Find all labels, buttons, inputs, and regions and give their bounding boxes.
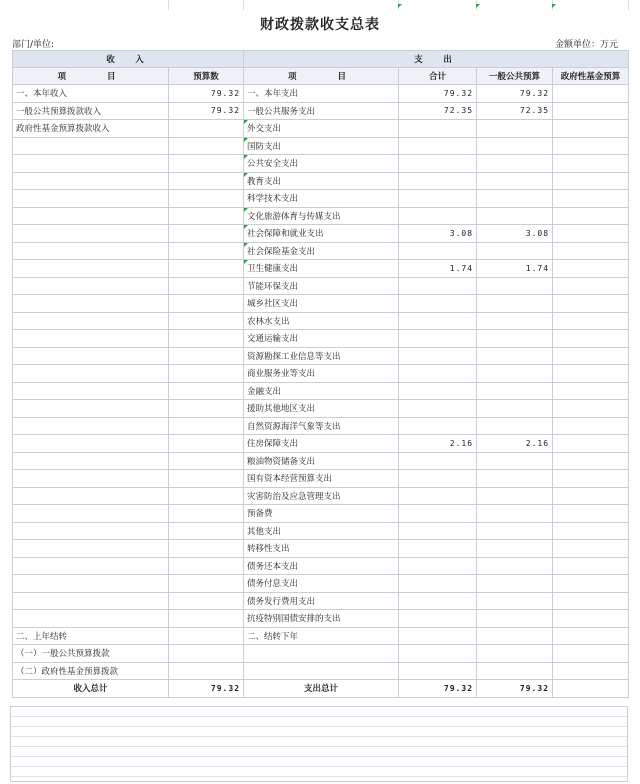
expense-fund-cell: [553, 277, 629, 295]
income-item-cell: [13, 505, 169, 523]
expense-fund-cell: [553, 522, 629, 540]
expense-general-cell: [477, 120, 553, 138]
expense-item-cell: 转移性支出: [244, 540, 399, 558]
income-item-cell: （一）一般公共预算拨款: [13, 645, 169, 663]
expense-general-cell: [477, 627, 553, 645]
table-row: [13, 277, 629, 295]
income-item-cell: [13, 417, 169, 435]
income-item-cell: [13, 242, 169, 260]
expense-fund-cell: [553, 382, 629, 400]
total-row: [13, 680, 629, 698]
table-row: [13, 645, 629, 663]
table-row: [13, 207, 629, 225]
expense-item-cell: 外交支出: [244, 120, 399, 138]
income-item-cell: [13, 260, 169, 278]
table-row: [13, 242, 629, 260]
expense-fund-cell: [553, 627, 629, 645]
expense-item-cell: 资源勘探工业信息等支出: [244, 347, 399, 365]
income-amount-cell: [169, 207, 244, 225]
expense-general-cell: [477, 540, 553, 558]
expense-fund-cell: [553, 505, 629, 523]
income-amount-cell: [169, 522, 244, 540]
income-item-cell: [13, 225, 169, 243]
income-item-cell: [13, 330, 169, 348]
expense-general-cell: [477, 400, 553, 418]
expense-total-cell: [399, 295, 477, 313]
income-amount-cell: [169, 540, 244, 558]
expense-fund-cell: [553, 365, 629, 383]
expense-general-cell: 1.74: [477, 260, 553, 278]
top-grid-lines: [0, 0, 640, 10]
expense-item-cell: 社会保障和就业支出: [244, 225, 399, 243]
expense-general-cell: [477, 592, 553, 610]
expense-total-cell: [399, 487, 477, 505]
table-row: [13, 417, 629, 435]
expense-general-cell: [477, 470, 553, 488]
table-row: [13, 487, 629, 505]
expense-fund-cell: [553, 137, 629, 155]
expense-general-cell: [477, 575, 553, 593]
expense-fund-total: [553, 680, 629, 698]
income-item-cell: [13, 277, 169, 295]
expense-general-cell: [477, 347, 553, 365]
table-row: [13, 225, 629, 243]
income-item-cell: [13, 312, 169, 330]
income-item-cell: [13, 575, 169, 593]
income-amount-cell: [169, 452, 244, 470]
income-amount-cell: [169, 487, 244, 505]
general-budget-header: 一般公共预算: [477, 68, 553, 85]
expense-total-cell: [399, 662, 477, 680]
income-total-label: 收入总计: [13, 680, 169, 698]
expense-general-cell: [477, 242, 553, 260]
expense-item-cell: 国防支出: [244, 137, 399, 155]
income-amount-cell: [169, 190, 244, 208]
income-item-cell: [13, 382, 169, 400]
income-amount-cell: [169, 592, 244, 610]
income-item-cell: [13, 592, 169, 610]
expense-general-cell: 72.35: [477, 102, 553, 120]
income-item-cell: [13, 540, 169, 558]
expense-item-cell: 预备费: [244, 505, 399, 523]
expense-fund-cell: [553, 487, 629, 505]
expense-section-header: 支 出: [244, 51, 629, 68]
expense-fund-cell: [553, 575, 629, 593]
expense-total-cell: [399, 155, 477, 173]
table-row: [13, 662, 629, 680]
expense-total-cell: [399, 627, 477, 645]
expense-item-cell: 国有资本经营预算支出: [244, 470, 399, 488]
expense-fund-cell: [553, 330, 629, 348]
table-row: [13, 190, 629, 208]
expense-total-cell: [399, 400, 477, 418]
income-amount-cell: 79.32: [169, 85, 244, 103]
expense-general-cell: [477, 662, 553, 680]
expense-total-cell: [399, 610, 477, 628]
expense-general-cell: [477, 382, 553, 400]
expense-total-cell: [399, 137, 477, 155]
table-row: [13, 295, 629, 313]
income-item-cell: 二、上年结转: [13, 627, 169, 645]
expense-total-cell: [399, 522, 477, 540]
table-row: [13, 172, 629, 190]
table-row: [13, 155, 629, 173]
expense-total-cell: [399, 242, 477, 260]
table-row: [13, 557, 629, 575]
table-row: [13, 330, 629, 348]
expense-fund-cell: [553, 295, 629, 313]
table-row: [13, 85, 629, 103]
expense-fund-cell: [553, 592, 629, 610]
table-row: [13, 260, 629, 278]
expense-fund-cell: [553, 540, 629, 558]
table-row: [13, 627, 629, 645]
income-item-cell: 一般公共预算拨款收入: [13, 102, 169, 120]
income-item-cell: 一、本年收入: [13, 85, 169, 103]
table-row: [13, 575, 629, 593]
expense-fund-cell: [553, 312, 629, 330]
income-item-cell: [13, 172, 169, 190]
expense-item-cell: 社会保险基金支出: [244, 242, 399, 260]
expense-item-cell: 交通运输支出: [244, 330, 399, 348]
expense-fund-cell: [553, 242, 629, 260]
income-item-cell: [13, 155, 169, 173]
expense-total-cell: [399, 347, 477, 365]
expense-fund-cell: [553, 85, 629, 103]
expense-total-cell: [399, 207, 477, 225]
expense-general-cell: 3.08: [477, 225, 553, 243]
income-amount-cell: [169, 295, 244, 313]
table-row: [13, 452, 629, 470]
expense-item-cell: 文化旅游体育与传媒支出: [244, 207, 399, 225]
income-item-cell: [13, 470, 169, 488]
income-amount-cell: [169, 435, 244, 453]
table-row: [13, 102, 629, 120]
expense-general-cell: [477, 487, 553, 505]
expense-total-cell: [399, 365, 477, 383]
income-amount-cell: [169, 627, 244, 645]
expense-general-cell: [477, 207, 553, 225]
page-title: 财政拨款收支总表: [260, 17, 380, 33]
expense-general-total: 79.32: [477, 680, 553, 698]
fund-budget-header: 政府性基金预算: [553, 68, 629, 85]
expense-fund-cell: [553, 225, 629, 243]
empty-grid-area: [10, 706, 628, 782]
expense-item-cell: 其他支出: [244, 522, 399, 540]
income-item-cell: [13, 365, 169, 383]
expense-total-cell: [399, 592, 477, 610]
expense-fund-cell: [553, 610, 629, 628]
expense-total-cell: [399, 452, 477, 470]
expense-fund-cell: [553, 400, 629, 418]
expense-general-cell: [477, 610, 553, 628]
income-item-header: 项 目: [13, 68, 169, 85]
expense-general-cell: [477, 172, 553, 190]
expense-general-cell: [477, 155, 553, 173]
expense-item-cell: 科学技术支出: [244, 190, 399, 208]
expense-fund-cell: [553, 452, 629, 470]
expense-total-cell: 2.16: [399, 435, 477, 453]
cell-comment-marker: [552, 4, 556, 8]
expense-item-cell: 抗疫特别国债安排的支出: [244, 610, 399, 628]
income-item-cell: （二）政府性基金预算拨款: [13, 662, 169, 680]
income-amount-cell: [169, 312, 244, 330]
expense-item-cell: 粮油物资储备支出: [244, 452, 399, 470]
income-amount-cell: 79.32: [169, 102, 244, 120]
expense-fund-cell: [553, 207, 629, 225]
income-amount-cell: [169, 172, 244, 190]
expense-fund-cell: [553, 155, 629, 173]
income-amount-cell: [169, 662, 244, 680]
expense-general-cell: [477, 190, 553, 208]
expense-item-cell: 商业服务业等支出: [244, 365, 399, 383]
expense-fund-cell: [553, 190, 629, 208]
income-item-cell: [13, 295, 169, 313]
income-amount-cell: [169, 557, 244, 575]
expense-total-cell: [399, 190, 477, 208]
expense-total-label: 支出总计: [244, 680, 399, 698]
expense-general-cell: [477, 505, 553, 523]
table-row: [13, 435, 629, 453]
table-row: [13, 470, 629, 488]
expense-item-cell: 自然资源海洋气象等支出: [244, 417, 399, 435]
income-item-cell: [13, 347, 169, 365]
expense-item-cell: 卫生健康支出: [244, 260, 399, 278]
income-section-header: 收 入: [13, 51, 244, 68]
income-amount-cell: [169, 225, 244, 243]
expense-item-cell: [244, 662, 399, 680]
expense-general-cell: [477, 330, 553, 348]
expense-general-cell: [477, 295, 553, 313]
income-item-cell: [13, 610, 169, 628]
expense-total-cell: [399, 470, 477, 488]
table-row: [13, 522, 629, 540]
expense-fund-cell: [553, 102, 629, 120]
expense-general-cell: [477, 417, 553, 435]
expense-total-cell: [399, 382, 477, 400]
table-row: [13, 610, 629, 628]
income-amount-cell: [169, 242, 244, 260]
expense-item-cell: 一般公共服务支出: [244, 102, 399, 120]
budget-amount-header: 预算数: [169, 68, 244, 85]
expense-total-cell: 3.08: [399, 225, 477, 243]
expense-total-cell: [399, 330, 477, 348]
expense-item-cell: 农林水支出: [244, 312, 399, 330]
expense-total-cell: 72.35: [399, 102, 477, 120]
expense-item-header: 项 目: [244, 68, 399, 85]
expense-item-cell: 金融支出: [244, 382, 399, 400]
income-item-cell: [13, 522, 169, 540]
income-item-cell: [13, 190, 169, 208]
expense-total-cell: [399, 557, 477, 575]
expense-item-cell: 一、本年支出: [244, 85, 399, 103]
expense-item-cell: 教育支出: [244, 172, 399, 190]
section-header-row: [13, 51, 629, 68]
table-row: [13, 120, 629, 138]
expense-item-cell: 节能环保支出: [244, 277, 399, 295]
income-item-cell: 政府性基金预算拨款收入: [13, 120, 169, 138]
income-amount-cell: [169, 137, 244, 155]
expense-total-cell: [399, 172, 477, 190]
income-item-cell: [13, 435, 169, 453]
expense-fund-cell: [553, 120, 629, 138]
income-amount-cell: [169, 610, 244, 628]
income-amount-cell: [169, 277, 244, 295]
income-amount-cell: [169, 330, 244, 348]
income-amount-cell: [169, 400, 244, 418]
expense-fund-cell: [553, 470, 629, 488]
expense-general-cell: 2.16: [477, 435, 553, 453]
income-item-cell: [13, 137, 169, 155]
expense-item-cell: [244, 645, 399, 663]
table-row: [13, 365, 629, 383]
table-row: [13, 505, 629, 523]
expense-general-cell: [477, 277, 553, 295]
income-amount-cell: [169, 575, 244, 593]
table-row: [13, 137, 629, 155]
income-item-cell: [13, 557, 169, 575]
expense-item-cell: 债务还本支出: [244, 557, 399, 575]
expense-general-cell: [477, 645, 553, 663]
table-row: [13, 400, 629, 418]
income-total-amount: 79.32: [169, 680, 244, 698]
expense-item-cell: 住房保障支出: [244, 435, 399, 453]
income-amount-cell: [169, 347, 244, 365]
expense-total-cell: [399, 277, 477, 295]
expense-total-cell: [399, 417, 477, 435]
expense-fund-cell: [553, 260, 629, 278]
table-row: [13, 540, 629, 558]
expense-item-cell: 债务付息支出: [244, 575, 399, 593]
expense-general-cell: [477, 522, 553, 540]
budget-summary-table: [12, 50, 629, 698]
table-row: [13, 312, 629, 330]
income-amount-cell: [169, 382, 244, 400]
income-amount-cell: [169, 505, 244, 523]
cell-comment-marker: [398, 4, 402, 8]
expense-total-cell: 1.74: [399, 260, 477, 278]
total-header: 合计: [399, 68, 477, 85]
expense-item-cell: 灾害防治及应急管理支出: [244, 487, 399, 505]
expense-item-cell: 城乡社区支出: [244, 295, 399, 313]
table-row: [13, 382, 629, 400]
expense-total-cell: [399, 505, 477, 523]
income-item-cell: [13, 400, 169, 418]
expense-item-cell: 援助其他地区支出: [244, 400, 399, 418]
income-amount-cell: [169, 260, 244, 278]
expense-total-cell: [399, 312, 477, 330]
income-item-cell: [13, 487, 169, 505]
expense-fund-cell: [553, 172, 629, 190]
expense-total-amount: 79.32: [399, 680, 477, 698]
expense-fund-cell: [553, 435, 629, 453]
expense-total-cell: [399, 120, 477, 138]
income-amount-cell: [169, 645, 244, 663]
expense-general-cell: [477, 312, 553, 330]
cell-comment-marker: [476, 4, 480, 8]
income-amount-cell: [169, 365, 244, 383]
expense-fund-cell: [553, 662, 629, 680]
expense-item-cell: 债务发行费用支出: [244, 592, 399, 610]
expense-total-cell: [399, 645, 477, 663]
expense-general-cell: [477, 137, 553, 155]
income-item-cell: [13, 207, 169, 225]
expense-general-cell: 79.32: [477, 85, 553, 103]
column-header-row: [13, 68, 629, 85]
expense-total-cell: [399, 575, 477, 593]
expense-general-cell: [477, 365, 553, 383]
amount-unit-label: 金额单位：万元: [554, 40, 618, 50]
income-item-cell: [13, 452, 169, 470]
expense-general-cell: [477, 452, 553, 470]
income-amount-cell: [169, 470, 244, 488]
income-amount-cell: [169, 120, 244, 138]
expense-fund-cell: [553, 557, 629, 575]
expense-total-cell: 79.32: [399, 85, 477, 103]
expense-fund-cell: [553, 645, 629, 663]
expense-fund-cell: [553, 347, 629, 365]
expense-item-cell: 二、结转下年: [244, 627, 399, 645]
income-amount-cell: [169, 155, 244, 173]
department-label: 部门/单位:: [12, 40, 55, 50]
expense-general-cell: [477, 557, 553, 575]
expense-total-cell: [399, 540, 477, 558]
table-row: [13, 347, 629, 365]
expense-item-cell: 公共安全支出: [244, 155, 399, 173]
income-amount-cell: [169, 417, 244, 435]
expense-fund-cell: [553, 417, 629, 435]
table-row: [13, 592, 629, 610]
